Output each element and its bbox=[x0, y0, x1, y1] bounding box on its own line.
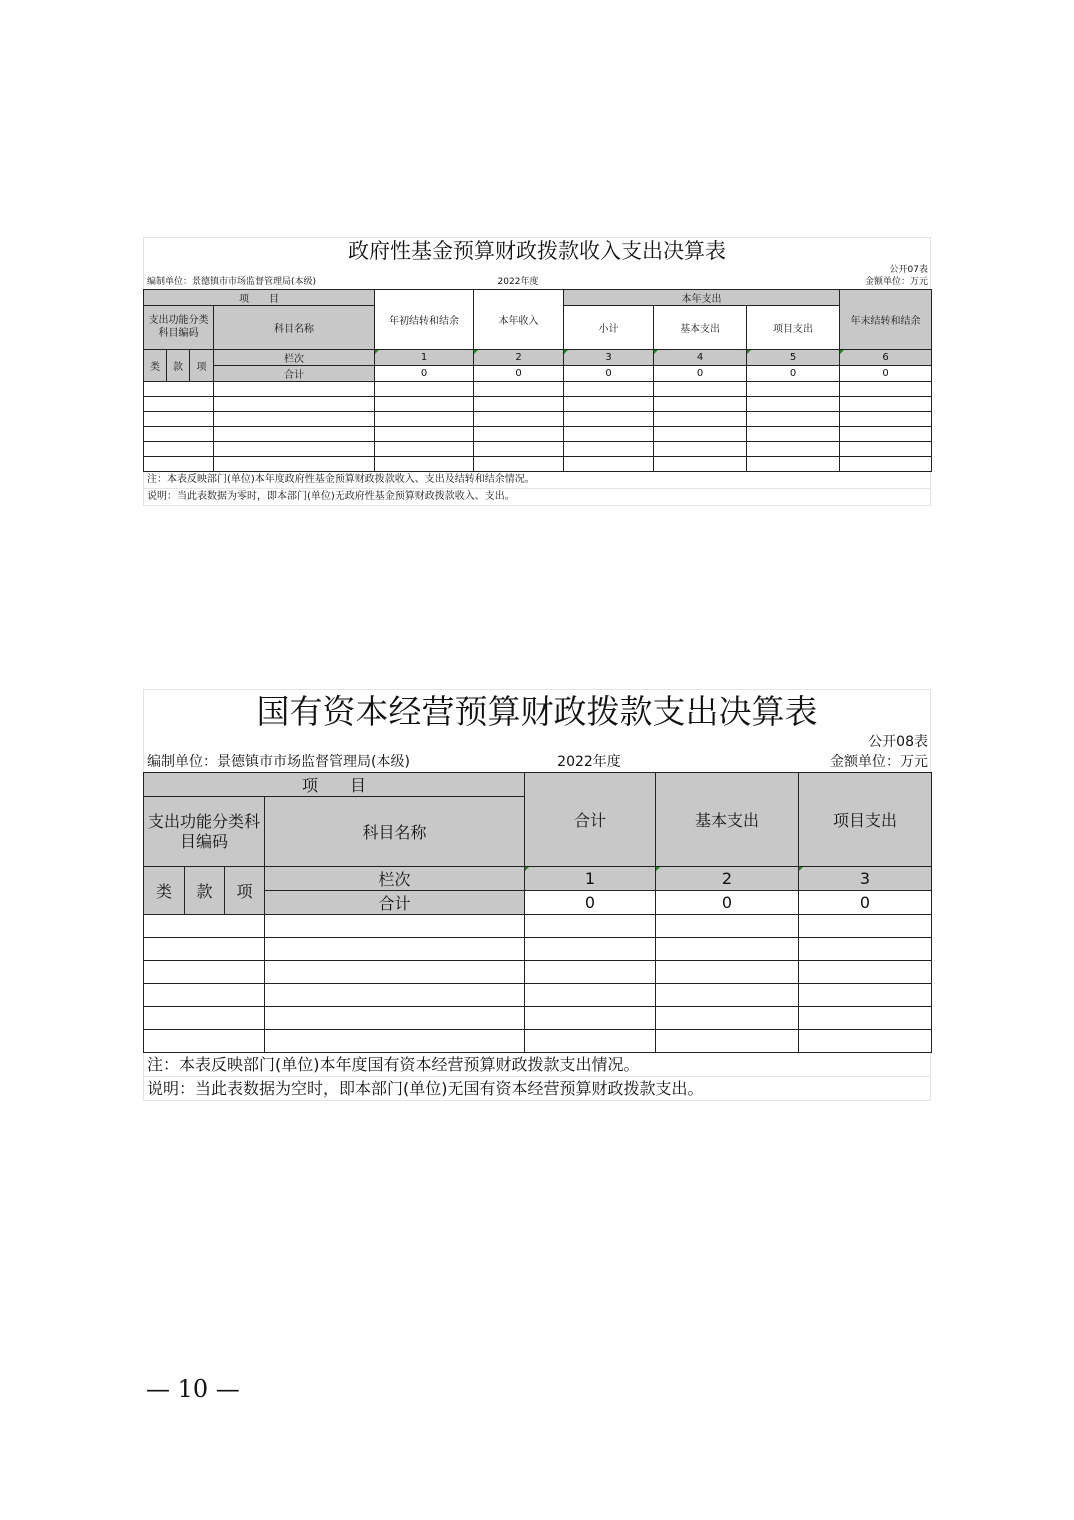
page-number: — 10 — bbox=[146, 1375, 240, 1403]
table-row bbox=[144, 961, 932, 984]
table2-header-kuan: 款 bbox=[185, 867, 225, 915]
table2-header-total: 合计 bbox=[525, 773, 656, 867]
table1-note: 注：本表反映部门(单位)本年度政府性基金预算财政拨款收入、支出及结转和结余情况。 bbox=[143, 472, 931, 489]
table1-header-subtotal: 小计 bbox=[564, 306, 654, 350]
table-row bbox=[144, 382, 932, 397]
table1-row-col-label: 栏次 bbox=[214, 350, 375, 366]
table2-col-num: 2 bbox=[656, 867, 799, 891]
table2-header-code: 支出功能分类科目编码 bbox=[144, 797, 265, 867]
table1-col-num: 4 bbox=[654, 350, 747, 366]
table-row bbox=[144, 1030, 932, 1053]
table1-total-value: 0 bbox=[564, 366, 654, 382]
table-row bbox=[144, 412, 932, 427]
table2-explanation: 说明：当此表数据为空时，即本部门(单位)无国有资本经营预算财政拨款支出。 bbox=[143, 1077, 931, 1101]
table-row bbox=[144, 1007, 932, 1030]
table2-row-col-label: 栏次 bbox=[265, 867, 525, 891]
table2-code: 公开08表 bbox=[143, 732, 931, 752]
table2-title: 国有资本经营预算财政拨款支出决算表 bbox=[143, 689, 931, 732]
table2-header-item: 项目支出 bbox=[799, 773, 932, 867]
table2-col-num: 3 bbox=[799, 867, 932, 891]
table2-header-name: 科目名称 bbox=[265, 797, 525, 867]
table-row bbox=[144, 457, 932, 472]
table1-header-item: 项目支出 bbox=[747, 306, 840, 350]
table1-col-num: 1 bbox=[375, 350, 474, 366]
table1-col-num: 3 bbox=[564, 350, 654, 366]
table1-header-end-balance: 年末结转和结余 bbox=[840, 290, 932, 350]
table2-total-value: 0 bbox=[656, 891, 799, 915]
table1-header-lei: 类 bbox=[144, 350, 167, 382]
table-row bbox=[144, 397, 932, 412]
table1-total-value: 0 bbox=[747, 366, 840, 382]
table2-meta-row bbox=[143, 752, 931, 772]
table1-grid bbox=[143, 289, 932, 472]
table1-header-xiang: 项 bbox=[190, 350, 214, 382]
table1-code: 公开07表 bbox=[143, 264, 931, 276]
state-capital-table-section bbox=[143, 689, 931, 1101]
table1-header-project: 项 目 bbox=[144, 290, 375, 306]
table1-explanation: 说明：当此表数据为零时，即本部门(单位)无政府性基金预算财政拨款收入、支出。 bbox=[143, 489, 931, 506]
table1-header-kuan: 款 bbox=[167, 350, 190, 382]
table2-total-value: 0 bbox=[799, 891, 932, 915]
table2-header-project: 项 目 bbox=[144, 773, 525, 797]
table1-header-name: 科目名称 bbox=[214, 306, 375, 350]
table-row bbox=[144, 915, 932, 938]
table2-money-unit: 金额单位：万元 bbox=[830, 754, 928, 770]
table1-col-num: 6 bbox=[840, 350, 932, 366]
table1-total-value: 0 bbox=[375, 366, 474, 382]
table2-row-total-label: 合计 bbox=[265, 891, 525, 915]
table2-header-xiang: 项 bbox=[225, 867, 265, 915]
government-fund-table-section bbox=[143, 237, 931, 506]
table1-total-value: 0 bbox=[474, 366, 564, 382]
table2-unit: 编制单位：景德镇市市场监督管理局(本级) bbox=[147, 754, 410, 770]
table2-col-num: 1 bbox=[525, 867, 656, 891]
table2-note: 注：本表反映部门(单位)本年度国有资本经营预算财政拨款支出情况。 bbox=[143, 1053, 931, 1077]
table2-header-lei: 类 bbox=[144, 867, 185, 915]
table2-total-value: 0 bbox=[525, 891, 656, 915]
table-row bbox=[144, 442, 932, 457]
table1-header-expense: 本年支出 bbox=[564, 290, 840, 306]
table2-year: 2022年度 bbox=[557, 754, 621, 770]
table1-header-basic: 基本支出 bbox=[654, 306, 747, 350]
table1-header-income: 本年收入 bbox=[474, 290, 564, 350]
table1-row-total-label: 合计 bbox=[214, 366, 375, 382]
table1-money-unit: 金额单位：万元 bbox=[864, 277, 928, 287]
table1-meta-row bbox=[143, 276, 931, 289]
table1-title: 政府性基金预算财政拨款收入支出决算表 bbox=[143, 237, 931, 264]
table-row bbox=[144, 938, 932, 961]
table1-header-begin-balance: 年初结转和结余 bbox=[375, 290, 474, 350]
table1-header-code: 支出功能分类科目编码 bbox=[144, 306, 214, 350]
table2-grid bbox=[143, 772, 932, 1053]
table1-col-num: 5 bbox=[747, 350, 840, 366]
table1-year: 2022年度 bbox=[497, 277, 539, 287]
table-row bbox=[144, 427, 932, 442]
table1-total-value: 0 bbox=[840, 366, 932, 382]
table2-header-basic: 基本支出 bbox=[656, 773, 799, 867]
table1-unit: 编制单位：景德镇市市场监督管理局(本级) bbox=[147, 277, 317, 287]
table1-total-value: 0 bbox=[654, 366, 747, 382]
table1-col-num: 2 bbox=[474, 350, 564, 366]
table-row bbox=[144, 984, 932, 1007]
